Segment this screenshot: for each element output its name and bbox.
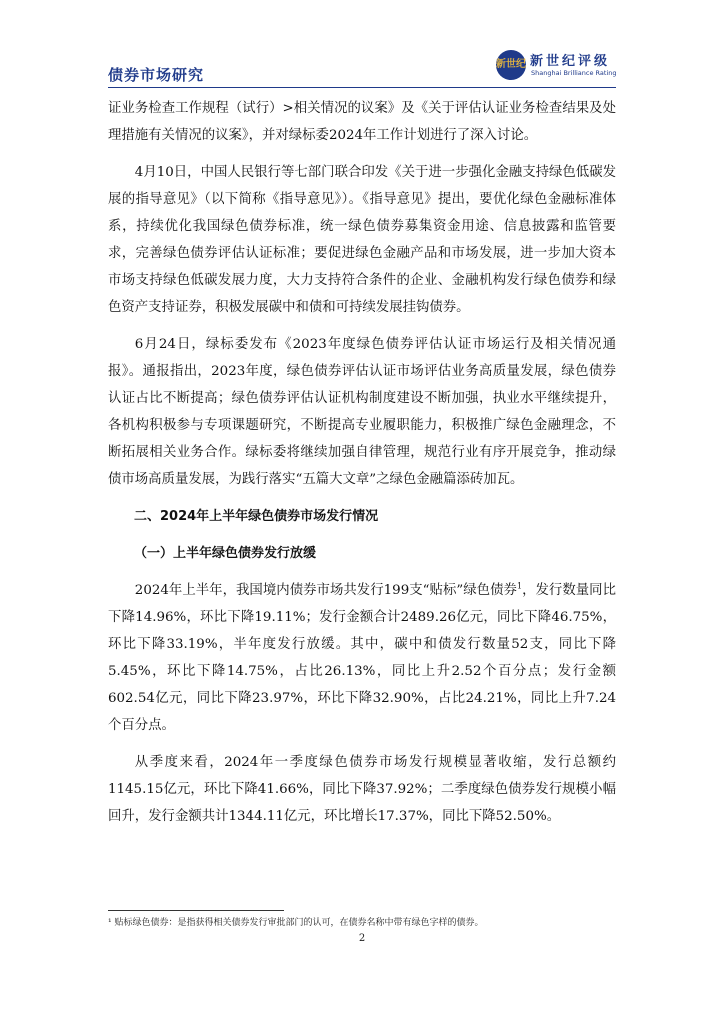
section-heading: 二、2024年上半年绿色债券市场发行情况 bbox=[134, 509, 379, 524]
footnote-divider bbox=[108, 910, 284, 911]
header-divider bbox=[108, 87, 616, 88]
paragraph-continued: 证业务检查工作规程（试行）>相关情况的议案》及《关于评估认证业务检查结果及处理措施有关情况的议案》，并对绿标委2024年工作计划进行了深入讨论。 bbox=[108, 101, 616, 143]
paragraph-quarterly: 从季度来看，2024年一季度绿色债券市场发行规模显著收缩，发行总额约1145.15亿元，环比下降41.66%，同比下降37.92%；二季度绿色债券发行规模小幅回升，发行金额共计1344.11亿元，环比增长17.37%，同比下降52.50%。 bbox=[108, 755, 616, 824]
footnote-marker[interactable]: 1 bbox=[516, 581, 523, 591]
logo-emblem-icon: 新世纪 bbox=[496, 50, 526, 80]
page-number: 2 bbox=[358, 933, 366, 944]
issuance-text-b: ，发行数量同比下降14.96%，环比下降19.11%；发行金额合计2489.26亿元，同比下降46.75%，环比下降33.19%，半年度发行放缓。其中，碳中和债发行数量52支，同比下降5.45%，环比下降14.75%，占比26.13%，同比上升2.52个百分点；发行金额602.54亿元，同比下降23.97%，环比下降32.90%，占比24.21%，同比上升7.24个百分点。 bbox=[108, 583, 616, 733]
brand-logo bbox=[496, 48, 626, 86]
logo-english-name: Shanghai Brilliance Rating bbox=[531, 69, 617, 77]
header-title: 债券市场研究 bbox=[108, 66, 205, 84]
logo-chinese-name: 新世纪评级 bbox=[530, 54, 611, 69]
paragraph-issuance bbox=[108, 577, 616, 739]
paragraph-guidance: 4月10日，中国人民银行等七部门联合印发《关于进一步强化金融支持绿色低碳发展的指导意见》（以下简称《指导意见》）。《指导意见》提出，要优化绿色金融标准体系，持续优化我国绿色债券标准，统一绿色债券募集资金用途、信息披露和监管要求，完善绿色债券评估认证标准；要促进绿色金融产品和市场发展，进一步加大资本市场支持绿色低碳发展力度，大力支持符合条件的企业、金融机构发行绿色债券和绿色资产支持证券，积极发展碳中和债和可持续发展挂钩债券。 bbox=[108, 165, 616, 315]
subsection-heading: （一）上半年绿色债券发行放缓 bbox=[134, 546, 317, 561]
issuance-text-a: 2024年上半年，我国境内债券市场共发行199支“贴标”绿色债券 bbox=[134, 583, 517, 598]
document-body bbox=[108, 95, 616, 840]
footnote-text: ¹ 贴标绿色债券：是指获得相关债券发行审批部门的认可，在债券名称中带有绿色字样的债券。 bbox=[108, 918, 484, 928]
paragraph-report: 6月24日，绿标委发布《2023年度绿色债券评估认证市场运行及相关情况通报》。通报指出，2023年度，绿色债券评估认证市场评估业务高质量发展，绿色债券认证占比不断提高；绿色债券评估认证机构制度建设不断加强，执业水平继续提升，各机构积极参与专项课题研究，不断提高专业履职能力，积极推广绿色金融理念，不断拓展相关业务合作。绿标委将继续加强自律管理，规范行业有序开展竞争，推动绿债市场高质量发展，为践行落实“五篇大文章”之绿色金融篇添砖加瓦。 bbox=[108, 337, 616, 487]
